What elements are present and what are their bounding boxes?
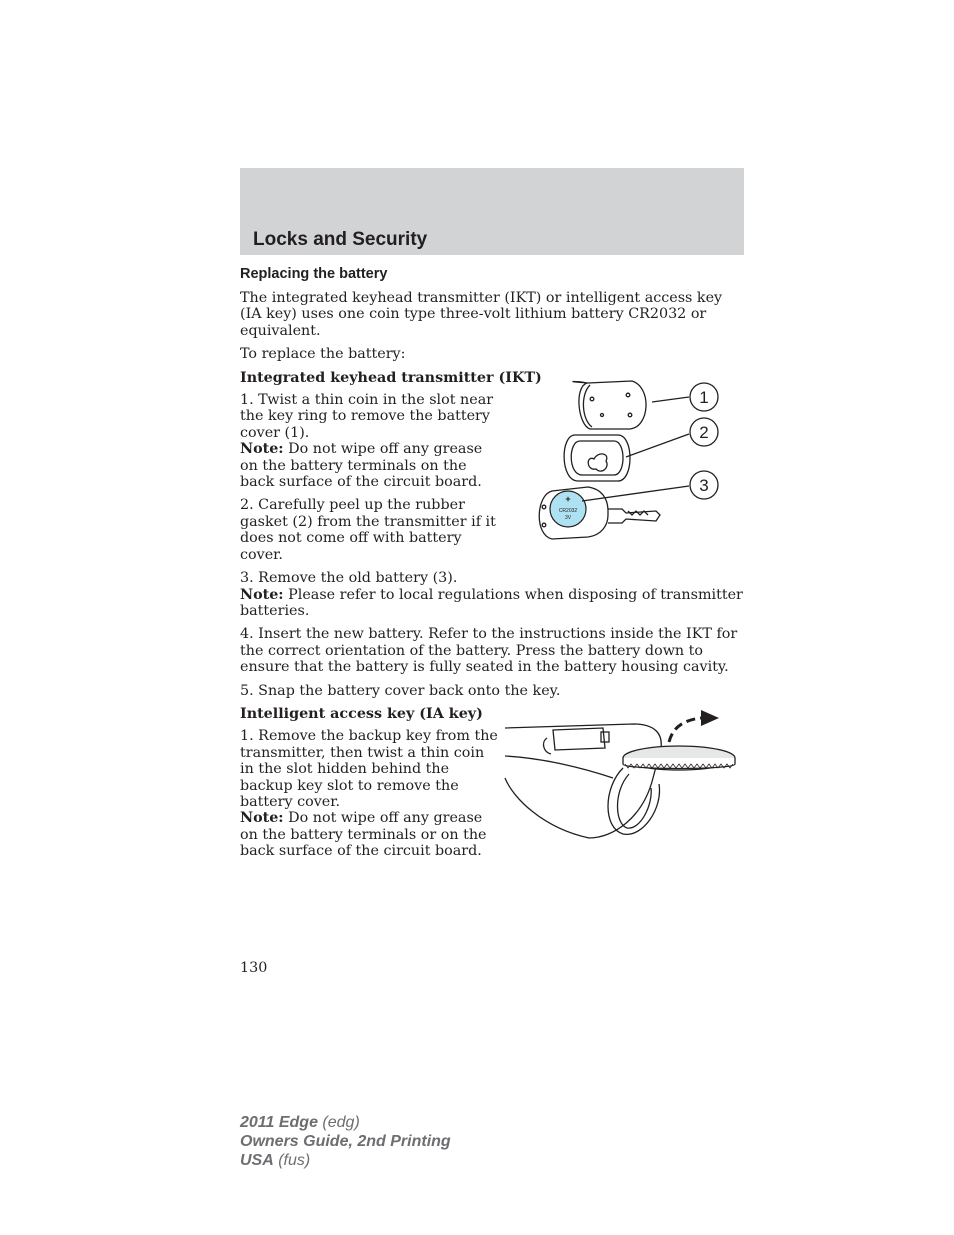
footer-printing: Owners Guide, 2nd Printing [240, 1133, 451, 1150]
callout-label-1: 1 [699, 388, 709, 407]
ikt-step-4: 4. Insert the new battery. Refer to the instructions inside the IKT for the correct orientation of the battery. Press the battery down to ensure that the battery is fully seated in the battery housing cavity. [240, 626, 738, 676]
note-label: Note: [240, 586, 284, 603]
subhead-replacing-battery: Replacing the battery [240, 266, 388, 282]
rubber-gasket-part [564, 435, 630, 481]
footer-line-3 [240, 1151, 451, 1170]
iakey-step-1-note [240, 810, 502, 859]
iakey-step-1: 1. Remove the backup key from the transmitter, then twist a thin coin in the slot hidden behind the backup key slot to remove the battery cover. [240, 728, 498, 810]
direction-arrow-icon [669, 710, 719, 742]
iakey-heading: Intelligent access key (IA key) [240, 705, 483, 722]
ikt-step-5: 5. Snap the battery cover back onto the key. [240, 682, 561, 699]
ikt-exploded-illustration [530, 375, 730, 545]
ikt-step-2: 2. Carefully peel up the rubber gasket (2) from the transmitter if it does not come off with battery cover. [240, 497, 496, 563]
page-number: 130 [240, 960, 268, 976]
intro-paragraph: The integrated keyhead transmitter (IKT) or intelligent access key (IA key) uses one coin type three-volt lithium battery CR2032 or equivalent. [240, 290, 723, 339]
footer [240, 1113, 451, 1170]
note-text: Do not wipe off any grease on the battery terminals on the back surface of the circuit board. [240, 441, 483, 491]
coin-battery-icon [550, 491, 586, 527]
ikt-step-1-note [240, 441, 502, 490]
footer-line-2 [240, 1132, 451, 1151]
ikt-step-3-note [240, 587, 744, 620]
footer-market-code: (fus) [273, 1152, 311, 1169]
battery-sign: + [565, 494, 571, 504]
footer-model-code: (edg) [317, 1114, 360, 1131]
ikt-heading: Integrated keyhead transmitter (IKT) [240, 369, 542, 386]
section-title: Locks and Security [253, 229, 428, 250]
note-text: Do not wipe off any grease on the battery terminals or on the back surface of the circuit board. [240, 810, 487, 860]
note-label: Note: [240, 441, 284, 458]
callout-label-2: 2 [699, 423, 709, 442]
battery-voltage-label: 3V [564, 515, 572, 521]
battery-model-label: CR2032 [558, 508, 578, 514]
ikt-step-1: 1. Twist a thin coin in the slot near the key ring to remove the battery cover (1). [240, 392, 494, 441]
to-replace-text: To replace the battery: [240, 346, 406, 363]
ia-key-illustration [503, 708, 739, 858]
ia-key-body-part [505, 724, 661, 838]
footer-market: USA [240, 1152, 274, 1169]
footer-line-1 [240, 1113, 451, 1132]
coin-cover-icon [623, 746, 735, 770]
note-text: Please refer to local regulations when disposing of transmitter batteries. [240, 586, 743, 619]
note-label: Note: [240, 810, 284, 827]
ikt-step-3: 3. Remove the old battery (3). [240, 570, 458, 587]
callout-label-3: 3 [699, 476, 709, 495]
footer-model: 2011 Edge [240, 1114, 318, 1131]
